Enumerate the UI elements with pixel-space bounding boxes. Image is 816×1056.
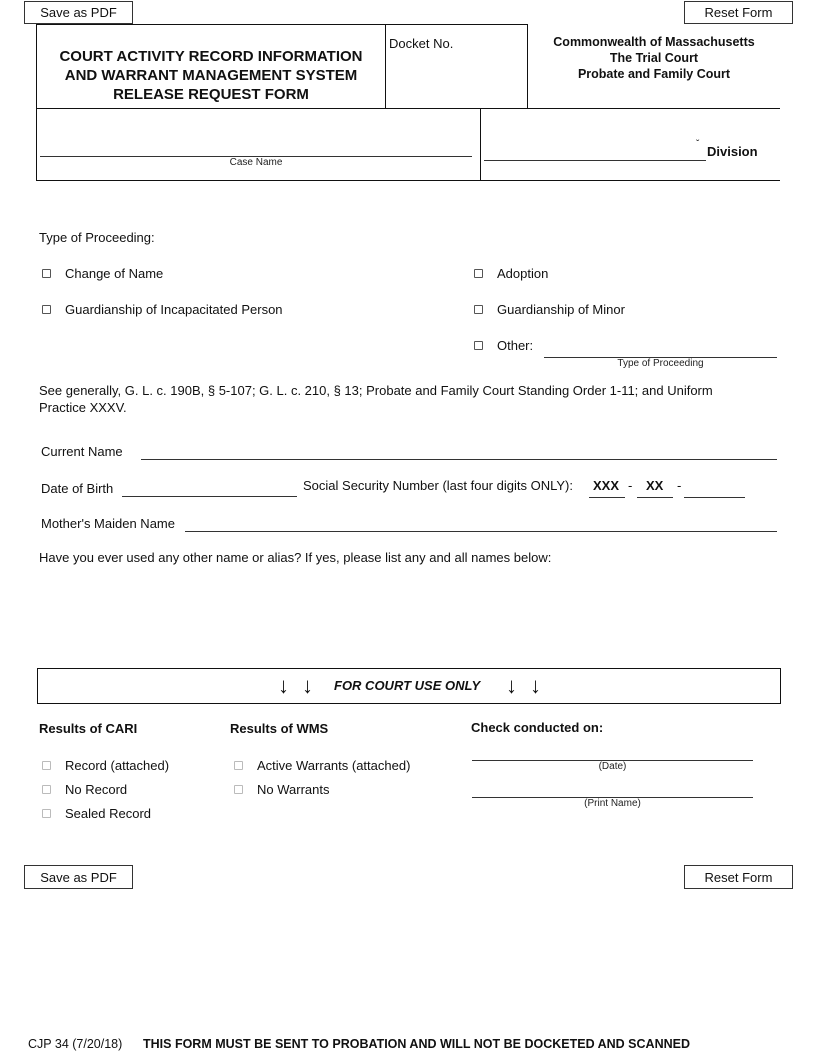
form-title (37, 47, 385, 104)
guardianship-minor-label: Guardianship of Minor (497, 302, 625, 317)
reset-form-button-bottom[interactable]: Reset Form (684, 865, 793, 889)
change-of-name-checkbox[interactable] (42, 269, 51, 278)
title-box (36, 24, 386, 109)
check-date-label: (Date) (598, 761, 627, 772)
court-line-2: The Trial Court (609, 51, 699, 65)
other-checkbox[interactable] (474, 341, 483, 350)
citation-line-1: See generally, G. L. c. 190B, § 5-107; G. L. c. 210, § 13; Probate and Family Court Standing Order 1-11; and Uniform (39, 383, 713, 398)
save-pdf-button-bottom[interactable]: Save as PDF (24, 865, 133, 889)
division-select[interactable] (484, 160, 706, 161)
footer-notice: THIS FORM MUST BE SENT TO PROBATION AND WILL NOT BE DOCKETED AND SCANNED (143, 1037, 690, 1051)
maiden-name-field[interactable] (185, 531, 777, 532)
check-conducted-heading: Check conducted on: (471, 720, 604, 735)
title-line-1: COURT ACTIVITY RECORD INFORMATION (59, 48, 363, 65)
division-label: Division (707, 144, 758, 159)
down-arrow-icon: ↓ (530, 673, 541, 698)
wms-no-warrants-checkbox[interactable] (234, 785, 243, 794)
citation-line-2: Practice XXXV. (39, 400, 127, 415)
ssn-part-2: XX (646, 478, 664, 493)
change-of-name-label: Change of Name (65, 266, 164, 281)
dob-label: Date of Birth (41, 481, 114, 496)
cari-sealed-record-label: Sealed Record (65, 806, 151, 821)
wms-active-warrants-label: Active Warrants (attached) (257, 758, 411, 773)
ssn-last-four-field[interactable] (684, 497, 745, 498)
form-id: CJP 34 (7/20/18) (28, 1037, 123, 1051)
ssn-dash-1: - (628, 478, 633, 493)
print-name-label: (Print Name) (584, 798, 641, 809)
ssn-dash-2: - (677, 478, 682, 493)
ssn-part-1: XXX (593, 478, 620, 493)
court-line-3: Probate and Family Court (577, 67, 731, 81)
cari-sealed-record-checkbox[interactable] (42, 809, 51, 818)
cari-no-record-checkbox[interactable] (42, 785, 51, 794)
guardianship-minor-checkbox[interactable] (474, 305, 483, 314)
cari-no-record-label: No Record (65, 782, 128, 797)
dob-field[interactable] (122, 496, 297, 497)
ssn-field-1 (589, 497, 625, 498)
down-arrow-icon: ↓ (278, 673, 289, 698)
current-name-label: Current Name (41, 444, 123, 459)
title-line-2: AND WARRANT MANAGEMENT SYSTEM (64, 67, 358, 84)
court-line-1: Commonwealth of Massachusetts (553, 35, 755, 49)
cari-heading: Results of CARI (39, 721, 138, 736)
down-arrow-icon: ↓ (506, 673, 517, 698)
reset-form-button-top[interactable]: Reset Form (684, 1, 793, 24)
save-pdf-button-top[interactable]: Save as PDF (24, 1, 133, 24)
wms-active-warrants-checkbox[interactable] (234, 761, 243, 770)
proceeding-heading: Type of Proceeding: (39, 230, 155, 245)
other-label: Other: (497, 338, 534, 353)
docket-box[interactable] (385, 24, 528, 109)
ssn-label: Social Security Number (last four digits ONLY): (303, 478, 573, 493)
docket-label: Docket No. (389, 36, 454, 51)
alias-list-field[interactable] (39, 570, 779, 655)
ssn-field-2 (637, 497, 673, 498)
alias-question: Have you ever used any other name or alias? If yes, please list any and all names below: (39, 550, 552, 565)
chevron-down-icon[interactable]: ˇ (696, 139, 700, 150)
other-proceeding-sublabel: Type of Proceeding (617, 358, 704, 369)
court-use-banner-text: FOR COURT USE ONLY (334, 678, 481, 693)
wms-heading: Results of WMS (230, 721, 329, 736)
maiden-name-label: Mother's Maiden Name (41, 516, 175, 531)
down-arrow-icon: ↓ (302, 673, 313, 698)
case-name-box (36, 108, 481, 181)
cari-record-checkbox[interactable] (42, 761, 51, 770)
guardianship-incapacitated-label: Guardianship of Incapacitated Person (65, 302, 283, 317)
title-line-3: RELEASE REQUEST FORM (113, 86, 309, 103)
adoption-label: Adoption (497, 266, 549, 281)
court-box (528, 24, 780, 109)
court-name (528, 34, 780, 82)
cari-record-label: Record (attached) (65, 758, 170, 773)
guardianship-incapacitated-checkbox[interactable] (42, 305, 51, 314)
wms-no-warrants-label: No Warrants (257, 782, 330, 797)
case-name-label: Case Name (229, 157, 283, 168)
current-name-field[interactable] (141, 459, 777, 460)
adoption-checkbox[interactable] (474, 269, 483, 278)
